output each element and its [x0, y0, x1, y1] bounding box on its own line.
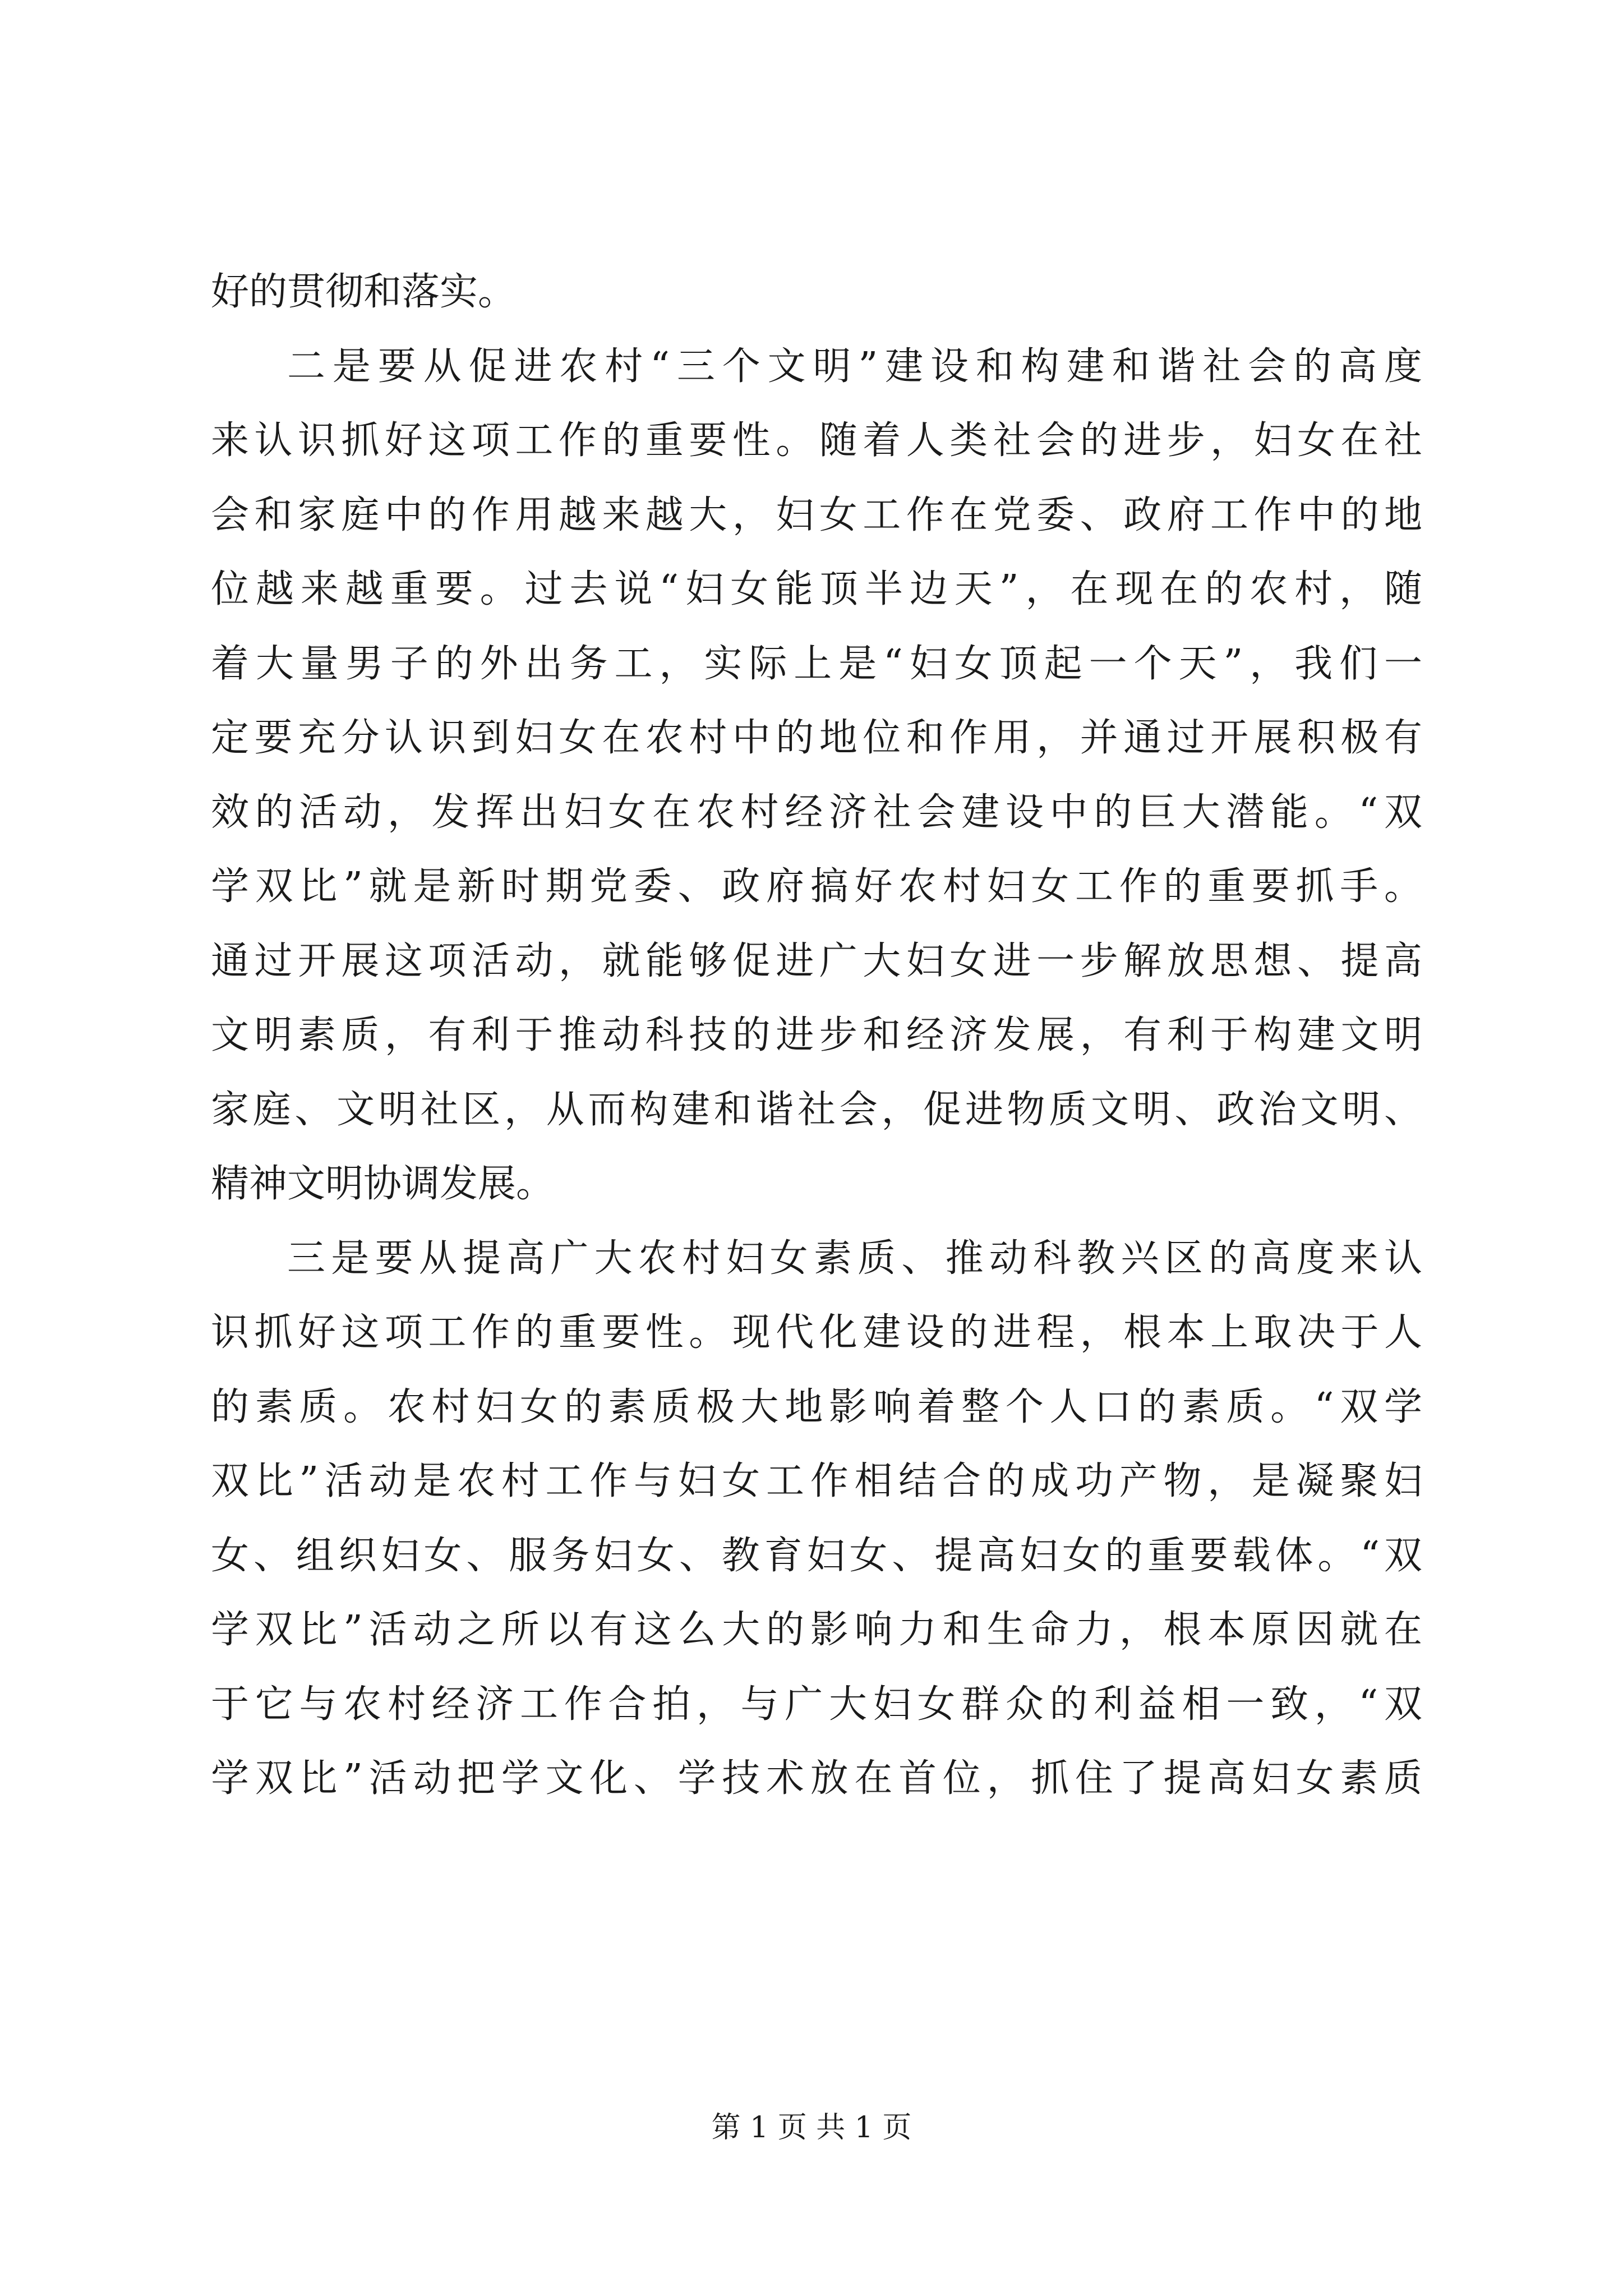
text-line: 学双比”就是新时期党委、政府搞好农村妇女工作的重要抓手。 — [211, 864, 1422, 909]
text-line: 学双比”活动之所以有这么大的影响力和生命力，根本原因就在 — [211, 1608, 1422, 1652]
text-line: 女、组织妇女、服务妇女、教育妇女、提高妇女的重要载体。“双 — [211, 1533, 1422, 1578]
page-footer: 第 1 页 共 1 页 — [711, 2111, 912, 2145]
text-line: 学双比”活动把学文化、学技术放在首位，抓住了提高妇女素质 — [211, 1756, 1422, 1801]
text-line: 于它与农村经济工作合拍，与广大妇女群众的利益相一致，“双 — [211, 1682, 1422, 1727]
text-line: 精神文明协调发展。 — [211, 1162, 555, 1206]
body-text — [211, 255, 1422, 1816]
text-line: 位越来越重要。过去说“妇女能顶半边天”，在现在的农村，随 — [211, 567, 1422, 611]
text-line: 三是要从提高广大农村妇女素质、推动科教兴区的高度来认 — [287, 1236, 1422, 1281]
text-line: 效的活动，发挥出妇女在农村经济社会建设中的巨大潜能。“双 — [211, 790, 1422, 835]
text-line: 来认识抓好这项工作的重要性。随着人类社会的进步，妇女在社 — [211, 418, 1422, 463]
text-line: 好的贯彻和落实。 — [211, 270, 517, 314]
text-line: 家庭、文明社区，从而构建和谐社会，促进物质文明、政治文明、 — [211, 1087, 1422, 1132]
text-line: 通过开展这项活动，就能够促进广大妇女进一步解放思想、提高 — [211, 938, 1422, 983]
text-line: 的素质。农村妇女的素质极大地影响着整个人口的素质。“双学 — [211, 1384, 1422, 1429]
text-line: 文明素质，有利于推动科技的进步和经济发展，有利于构建文明 — [211, 1013, 1422, 1057]
text-line: 定要充分认识到妇女在农村中的地位和作用，并通过开展积极有 — [211, 716, 1422, 760]
text-line: 着大量男子的外出务工，实际上是“妇女顶起一个天”，我们一 — [211, 641, 1422, 686]
text-line: 会和家庭中的作用越来越大，妇女工作在党委、政府工作中的地 — [211, 493, 1422, 537]
text-line: 二是要从促进农村“三个文明”建设和构建和谐社会的高度 — [287, 344, 1422, 389]
text-line: 识抓好这项工作的重要性。现代化建设的进程，根本上取决于人 — [211, 1310, 1422, 1355]
text-line: 双比”活动是农村工作与妇女工作相结合的成功产物，是凝聚妇 — [211, 1459, 1422, 1503]
